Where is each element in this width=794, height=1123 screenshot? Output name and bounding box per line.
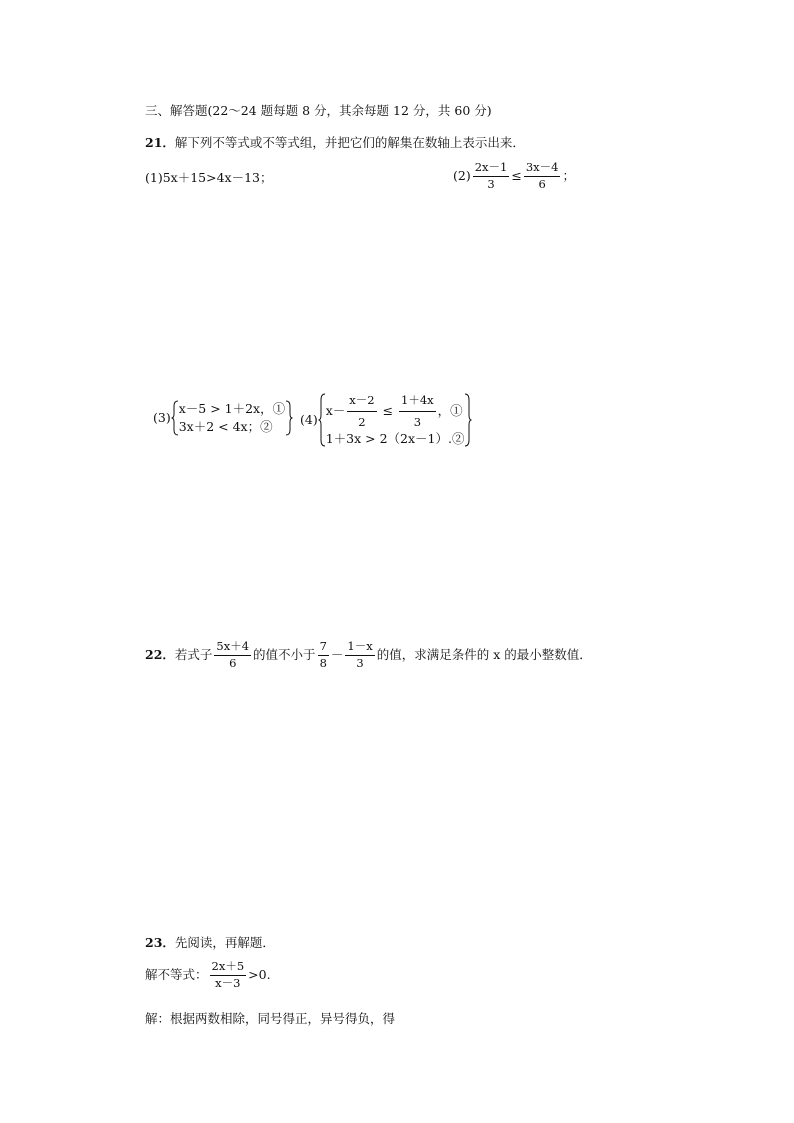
fraction-numerator: 3x－4 xyxy=(524,162,561,177)
q22-text-2: 的值不小于 xyxy=(253,646,316,662)
fraction-numerator: 1－x xyxy=(345,641,374,656)
q23-inequality xyxy=(145,961,271,989)
q21-part-3 xyxy=(153,400,293,436)
fraction xyxy=(399,392,436,430)
q21-part-2 xyxy=(453,162,575,190)
q22-fraction-2 xyxy=(318,641,329,669)
question-23-number: 23． xyxy=(145,935,175,950)
question-21-number: 21． xyxy=(145,135,175,150)
q21-part-4-label: (4) xyxy=(300,411,318,427)
q21-part-4 xyxy=(300,392,472,448)
question-23-stem: 先阅读，再解题． xyxy=(174,935,275,950)
q23-fraction xyxy=(210,961,247,989)
q22-fraction-1 xyxy=(214,641,251,669)
question-21-stem: 解下列不等式或不等式组，并把它们的解集在数轴上表示出来． xyxy=(174,135,525,150)
fraction-denominator: 8 xyxy=(319,655,327,670)
fraction xyxy=(347,392,376,430)
fraction-denominator: 2 xyxy=(358,414,366,429)
q22-minus: － xyxy=(330,646,344,662)
q21-part-2-end: ； xyxy=(562,167,575,183)
left-brace-icon xyxy=(171,400,179,436)
fraction-denominator: 6 xyxy=(538,176,546,191)
section-heading: 三、解答题(22～24 题每题 8 分，其余每题 12 分，共 60 分) xyxy=(145,103,492,118)
fraction-denominator: 3 xyxy=(356,655,364,670)
q21-part-2-label: (2) xyxy=(453,167,471,183)
right-brace-icon xyxy=(285,400,293,436)
fraction-numerator: 2x＋5 xyxy=(210,961,247,976)
question-23-stem-line xyxy=(145,937,275,950)
right-brace-icon xyxy=(464,393,472,447)
q21-part-3-system xyxy=(179,400,285,436)
left-brace-icon xyxy=(318,393,326,447)
q23-inequality-label: 解不等式： xyxy=(145,966,208,982)
question-22 xyxy=(145,641,592,669)
q21-part-1-expression: 5x＋15>4x－13； xyxy=(162,170,273,185)
q22-text-3: 的值，求满足条件的 x 的最小整数值． xyxy=(376,646,592,662)
row-relation: ≤ xyxy=(382,403,394,419)
q21-part-1-label: (1) xyxy=(145,170,163,185)
q21-part-2-relation: ≤ xyxy=(511,167,522,183)
fraction-denominator: 6 xyxy=(229,655,237,670)
q21-part-2-right-fraction xyxy=(524,162,561,190)
fraction-numerator: 2x－1 xyxy=(473,162,510,177)
row-tail: ，① xyxy=(437,403,463,419)
q23-inequality-tail: >0. xyxy=(248,966,271,982)
q21-part-1 xyxy=(145,172,273,185)
fraction-denominator: x－3 xyxy=(215,975,241,990)
fraction-numerator: 5x＋4 xyxy=(214,641,251,656)
fraction-numerator: 1＋4x xyxy=(399,392,436,412)
q21-part-4-system xyxy=(326,392,465,448)
fraction-numerator: x－2 xyxy=(347,392,376,412)
q21-part-2-left-fraction xyxy=(473,162,510,190)
question-21-stem-line xyxy=(145,137,525,150)
system-row-2: 3x＋2 < 4x；② xyxy=(178,419,273,435)
q22-fraction-3 xyxy=(345,641,374,669)
q23-solution-line: 解：根据两数相除，同号得正，异号得负，得 xyxy=(145,1011,396,1026)
system-row-1 xyxy=(326,392,465,430)
system-row-2: 1＋3x > 2（2x－1）.② xyxy=(325,431,465,447)
question-22-number: 22． xyxy=(145,646,175,662)
fraction-denominator: 3 xyxy=(487,176,495,191)
system-row-1: x－5 > 1＋2x，① xyxy=(178,401,286,416)
row-lead: x－ xyxy=(325,403,346,419)
fraction-denominator: 3 xyxy=(413,414,422,429)
fraction-numerator: 7 xyxy=(318,641,329,656)
q21-part-3-label: (3) xyxy=(153,409,171,425)
q22-text-1: 若式子 xyxy=(174,646,213,662)
